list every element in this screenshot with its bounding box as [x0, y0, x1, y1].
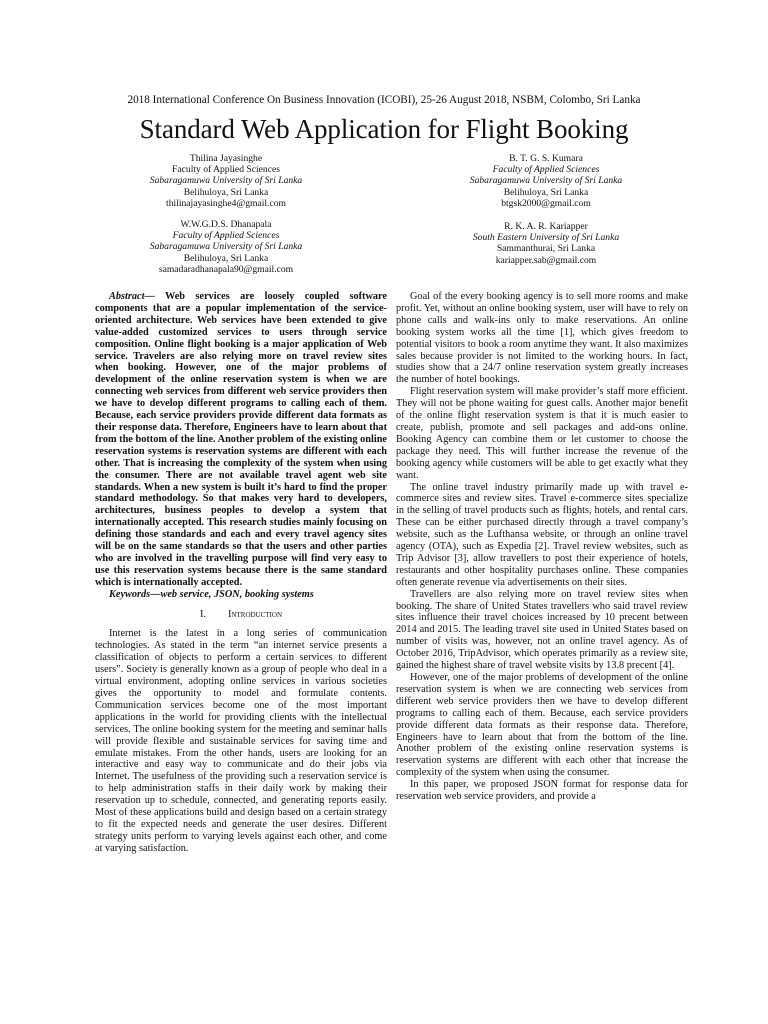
author-name: W.W.G.D.S. Dhanapala — [180, 219, 272, 230]
author-email: kariapper.sab@gmail.com — [495, 254, 597, 266]
section-heading — [95, 609, 387, 621]
author-university: Sabaragamuwa University of Sri Lanka — [149, 241, 303, 253]
paper-title: Standard Web Application for Flight Booking — [139, 114, 629, 144]
author-dept: Faculty of Applied Sciences — [172, 230, 280, 242]
author-block — [96, 153, 356, 209]
paragraph: In this paper, we proposed JSON format for response data for reservation web service providers, and provide a — [396, 779, 688, 803]
section-number: I. — [200, 608, 207, 620]
author-name: B. T. G. S. Kumara — [509, 153, 583, 164]
paragraph: Goal of the every booking agency is to sell more rooms and make profit. Yet, without an online booking system, user will have to rely on phone calls and walk-ins only to make reservations. An online booking system works all the time [1], which gives freedom to potential visitors to book a room anytime they want. It also maximizes sales because provider is not limited to the working hours. In fact, studies show that a 24/7 online reservation system greatly increases the number of hotel bookings. — [396, 291, 688, 386]
right-column — [396, 291, 688, 803]
author-university: Sabaragamuwa University of Sri Lanka — [149, 175, 303, 187]
keywords: Keywords—web service, JSON, booking systems — [109, 588, 314, 600]
abstract — [95, 291, 387, 589]
author-city: Belihuloya, Sri Lanka — [503, 186, 589, 198]
author-email: thilinajayasinghe4@gmail.com — [166, 197, 286, 209]
section-title: Introduction — [228, 608, 282, 620]
abstract-dash: — — [144, 291, 165, 302]
abstract-text: Web services are loosely coupled software components that are a popular implementation of the service-oriented architecture. Web services have been extended to give value-added customized services to users through service composition. Online flight booking is a major application of Web service. Travelers are also relying more on travel review sites when booking. However, one of the major problems of development of the online reservation system is when we are connecting web services from different web service providers then we have to develop different programs to calling each of them. Because, each service providers provide different data formats as their response data. Therefore, Engineers have to learn about that from the bottom of the line. Another problem of the existing online reservation systems is reservation systems are different with each other. That is increasing the complexity of the system when using the consumer. There are not available travel agent web site standards. When a new system is built it’s hard to find the proper standard methodology. So that makes very hard to developers, architectures, business peoples to develop a system that internationally accepted. This research studies mainly focusing on defining those standards and each and every travel agency sites will be on the same standards so that the users and other parties who are involved in the travelling purpose will find very easy to use this reservation systems because there is the same standard which is internationally accepted. — [95, 291, 388, 588]
left-column — [95, 291, 387, 855]
conference-header: 2018 International Conference On Business Innovation (ICOBI), 25-26 August 2018, NSBM, Colombo, Sri Lanka — [127, 94, 641, 106]
paragraph: Travellers are also relying more on travel review sites when booking. The share of United States travellers who said travel review sites influence their travel choices increased by 10 precent between 2014 and 2015. The leading travel site used in United States based on number of visits was, however, not an online travel agency. As of October 2016, TripAdvisor, which operates primarily as a review site, gained the highest share of travel website visits by 13.8 precent [4]. — [396, 588, 688, 672]
author-dept: Faculty of Applied Sciences — [492, 164, 600, 176]
author-block — [416, 221, 676, 266]
author-city: Belihuloya, Sri Lanka — [183, 186, 269, 198]
author-city: Sammanthurai, Sri Lanka — [496, 243, 596, 255]
author-university: South Eastern University of Sri Lanka — [472, 232, 620, 244]
author-block — [416, 153, 676, 209]
author-city: Belihuloya, Sri Lanka — [183, 252, 269, 264]
paragraph: However, one of the major problems of development of the online reservation system is when we are connecting web services from different web service providers then we have to develop different programs to calling each of them. Because, each service providers provide different data formats as their response data. Therefore, Engineers have to learn about that from the bottom of the line. Another problem of the existing online reservation systems is reservation systems are different with each other that increase the complexity of the system when using the consumer. — [396, 672, 688, 779]
paragraph: Flight reservation system will make provider’s staff more efficient. They will not be phone waiting for guest calls. Another major benefit of the online flight reservation system is that it is much easier to create, publish, promote and sell packages and add-ons online. Booking Agency can combine them or let customer to choose the package they need. This will further increase the revenue of the booking agency while customers will be able to get exactly what they want. — [396, 386, 688, 481]
author-dept: Faculty of Applied Sciences — [172, 164, 280, 176]
paragraph: Internet is the latest in a long series of communication technologies. As stated in the term “an internet service presents a classification of objects to perform a certain services to different users”. Society is generally known as a group of people who deal in a virtual environment, adopting online services in various societies gives the opportunity to model and formulate contents. Communication services become one of the most important applications in the world for providing clients with the intellectual services. The online booking system for the meeting and seminar halls will provide flexible and sustainable services for saving time and emulate mistakes. From the other hands, users are looking for an interactive and easy way to communicate and do their jobs via Internet. The usefulness of the providing such a reservation service is to help administration staffs in their daily work by making their reservation up to schedule, connected, and generating reports easily. Most of these applications build and design based on a certain strategy to fit the expected needs and generate the user desires. Different strategy units perform to varying levels against each other, and come at varying satisfaction. — [95, 628, 387, 854]
author-block — [96, 219, 356, 275]
author-email: samadaradhanapala90@gmail.com — [158, 263, 294, 275]
author-name: Thilina Jayasinghe — [189, 153, 263, 164]
abstract-label: Abstract — [109, 291, 145, 302]
author-email: btgsk2000@gmail.com — [501, 197, 591, 209]
paragraph: The online travel industry primarily made up with travel e-commerce sites and review sites. Travel e-commerce sites specialize in the selling of travel products such as flights, hotels, and rental cars. These can be either purchased directly through a travel company’s website, such as the Lufthansa website, or through an online travel agency (OTA), such as Expedia [2]. Travel review websites, such as Trip Advisor [3], allow travellers to post their experience of hotels, restaurants and other hospitality purchases online. These companies often generate revenue via advertisements on their sites. — [396, 481, 688, 588]
author-university: Sabaragamuwa University of Sri Lanka — [469, 175, 623, 187]
author-name: R. K. A. R. Kariapper — [504, 221, 588, 232]
